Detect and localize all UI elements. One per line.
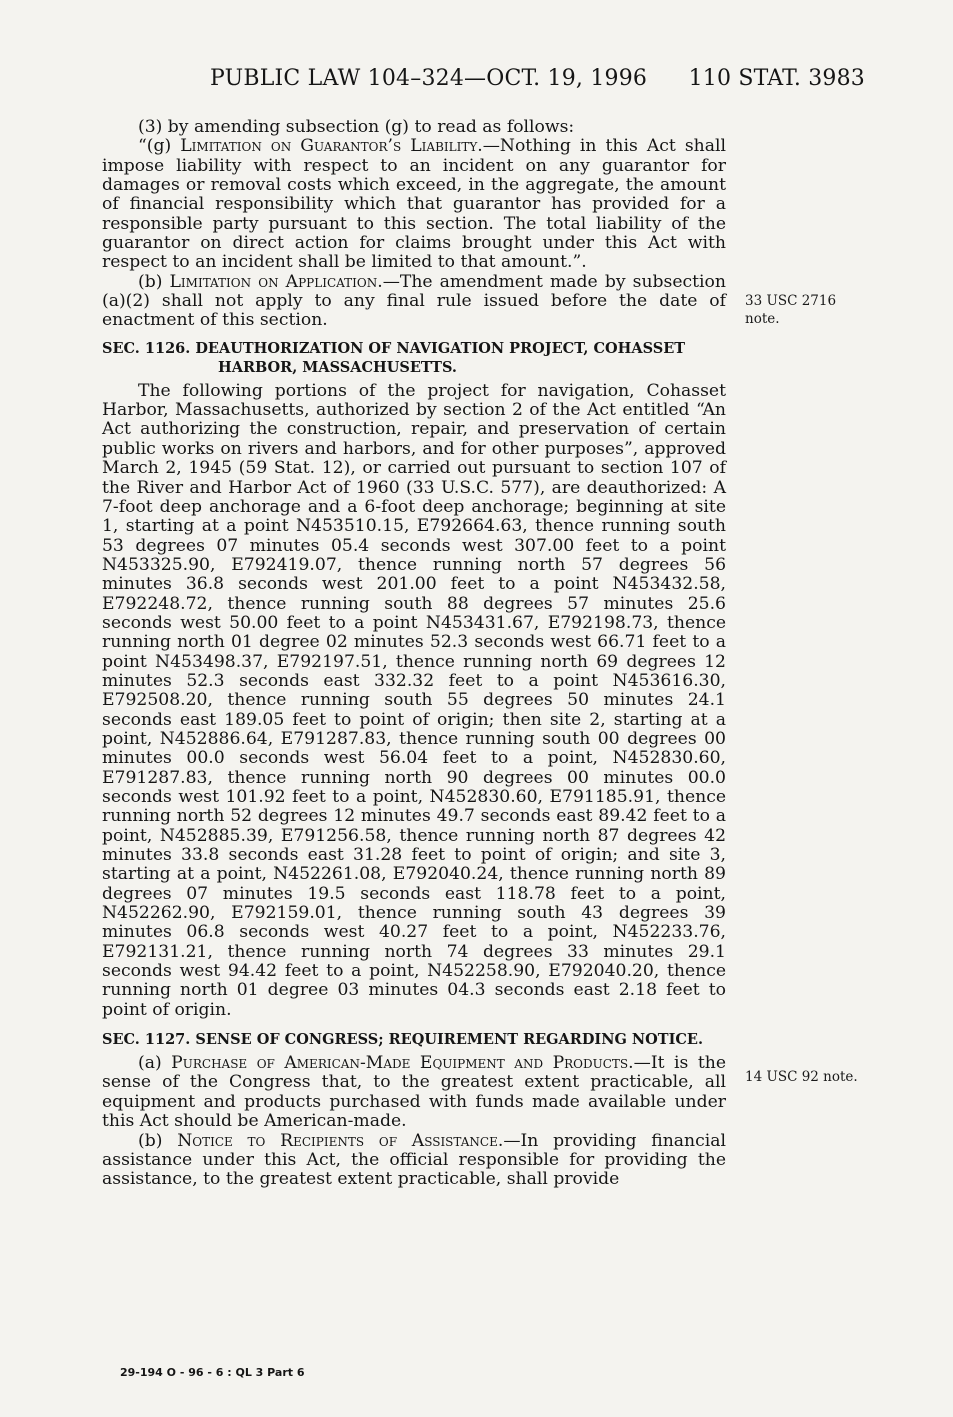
paragraph-caption: Notice to Recipients of Assistance. [177,1130,504,1151]
paragraph-limitation-application [102,273,726,331]
paragraph-caption: Limitation on Guarantor’s Liability. [180,136,483,157]
section-heading-line: SEC. 1126. DEAUTHORIZATION OF NAVIGATION PROJECT, COHASSET [102,339,686,357]
paragraph-text: —Nothing in this Act shall impose liability with respect to an incident on any guarantor for damages or removal costs which exceed, in the aggregate, the amount of financial responsibility which that guarantor has provided for a responsible party pursuant to this section. The total liability of the guarantor on direct action for claims brought under this Act with respect to an incident shall be limited to that amount.”. [102,136,726,273]
section-heading-line: HARBOR, MASSACHUSETTS. [218,358,457,376]
margin-note-line: 33 USC 2716 [745,293,837,309]
paragraph-prefix: (b) [138,271,170,292]
paragraph-american-made [102,1054,726,1131]
margin-note-14-usc: 14 USC 92 note. [745,1069,858,1085]
page-header [210,66,865,96]
paragraph-text: —In providing financial assistance under this Act, the official responsible for providing the assistance, to the greatest extent practicable, shall provide [102,1130,726,1190]
section-1127-heading: SEC. 1127. SENSE OF CONGRESS; REQUIREMENT REGARDING NOTICE. [102,1031,703,1049]
paragraph-notice-recipients [102,1132,726,1190]
section-1126-body: The following portions of the project for navigation, Cohasset Harbor, Massachusetts, authorized by section 2 of the Act entitled “An Act authorizing the construction, repair, and preservation of certain public works on rivers and harbors, and for other purposes”, approved March 2, 1945 (59 Stat. 12), or carried out pursuant to section 107 of the River and Harbor Act of 1960 (33 U.S.C. 577), are deauthorized: A 7-foot deep anchorage and a 6-foot deep anchorage; beginning at site 1, starting at a point N453510.15, E792664.63, thence running south 53 degrees 07 minutes 05.4 seconds west 307.00 feet to a point N453325.90, E792419.07, thence running north 57 degrees 56 minutes 36.8 seconds west 201.00 feet to a point N453432.58, E792248.72, thence running south 88 degrees 57 minutes 25.6 seconds west 50.00 feet to a point N453431.67, E792198.73, thence running north 01 degree 02 minutes 52.3 seconds west 66.71 feet to a point N453498.37, E792197.51, thence running north 69 degrees 12 minutes 52.3 seconds east 332.32 feet to a point N453616.30, E792508.20, thence running south 55 degrees 50 minutes 24.1 seconds east 189.05 feet to point of origin; then site 2, starting at a point, N452886.64, E791287.83, thence running south 00 degrees 00 minutes 00.0 seconds west 56.04 feet to a point, N452830.60, E791287.83, thence running north 90 degrees 00 minutes 00.0 seconds west 101.92 feet to a point, N452830.60, E791185.91, thence running north 52 degrees 12 minutes 49.7 seconds east 89.42 feet to a point, N452885.39, E791256.58, thence running north 87 degrees 42 minutes 33.8 seconds east 31.28 feet to point of origin; and site 3, starting at a point, N452261.08, E792040.24, thence running north 89 degrees 07 minutes 19.5 seconds east 118.78 feet to a point, N452262.90, E792159.01, thence running south 43 degrees 39 minutes 06.8 seconds west 40.27 feet to a point, N452233.76, E792131.21, thence running north 74 degrees 33 minutes 29.1 seconds west 94.42 feet to a point, N452258.90, E792040.20, thence running north 01 degree 03 minutes 04.3 seconds east 2.18 feet to point of origin. [102,380,726,1020]
paragraph-prefix: (a) [138,1053,172,1074]
paragraph-prefix: “(g) [138,136,181,157]
paragraph-guarantor-liability [102,137,726,272]
paragraph-amend-subsection: (3) by amending subsection (g) to read as follows: [138,117,575,137]
section-1126-heading [102,339,726,377]
paragraph-text: —It is the sense of the Congress that, to the greatest extent practicable, all equipment and products purchased with funds made available under this Act should be American-made. [102,1053,726,1132]
main-text-column [102,118,726,1190]
margin-note-33-usc [745,292,836,328]
paragraph-caption: Limitation on Application. [169,271,383,292]
page-footer: 29-194 O - 96 - 6 : QL 3 Part 6 [120,1366,305,1379]
header-stat-page: 110 STAT. 3983 [688,66,865,91]
paragraph-caption: Purchase of American-Made Equipment and Products. [171,1053,634,1074]
paragraph-prefix: (b) [138,1130,178,1151]
paragraph-text: —The amendment made by subsection (a)(2) shall not apply to any final rule issued before the date of enactment of this section. [102,271,726,331]
header-citation: PUBLIC LAW 104–324—OCT. 19, 1996 [210,66,648,91]
margin-note-line: note. [745,311,780,327]
